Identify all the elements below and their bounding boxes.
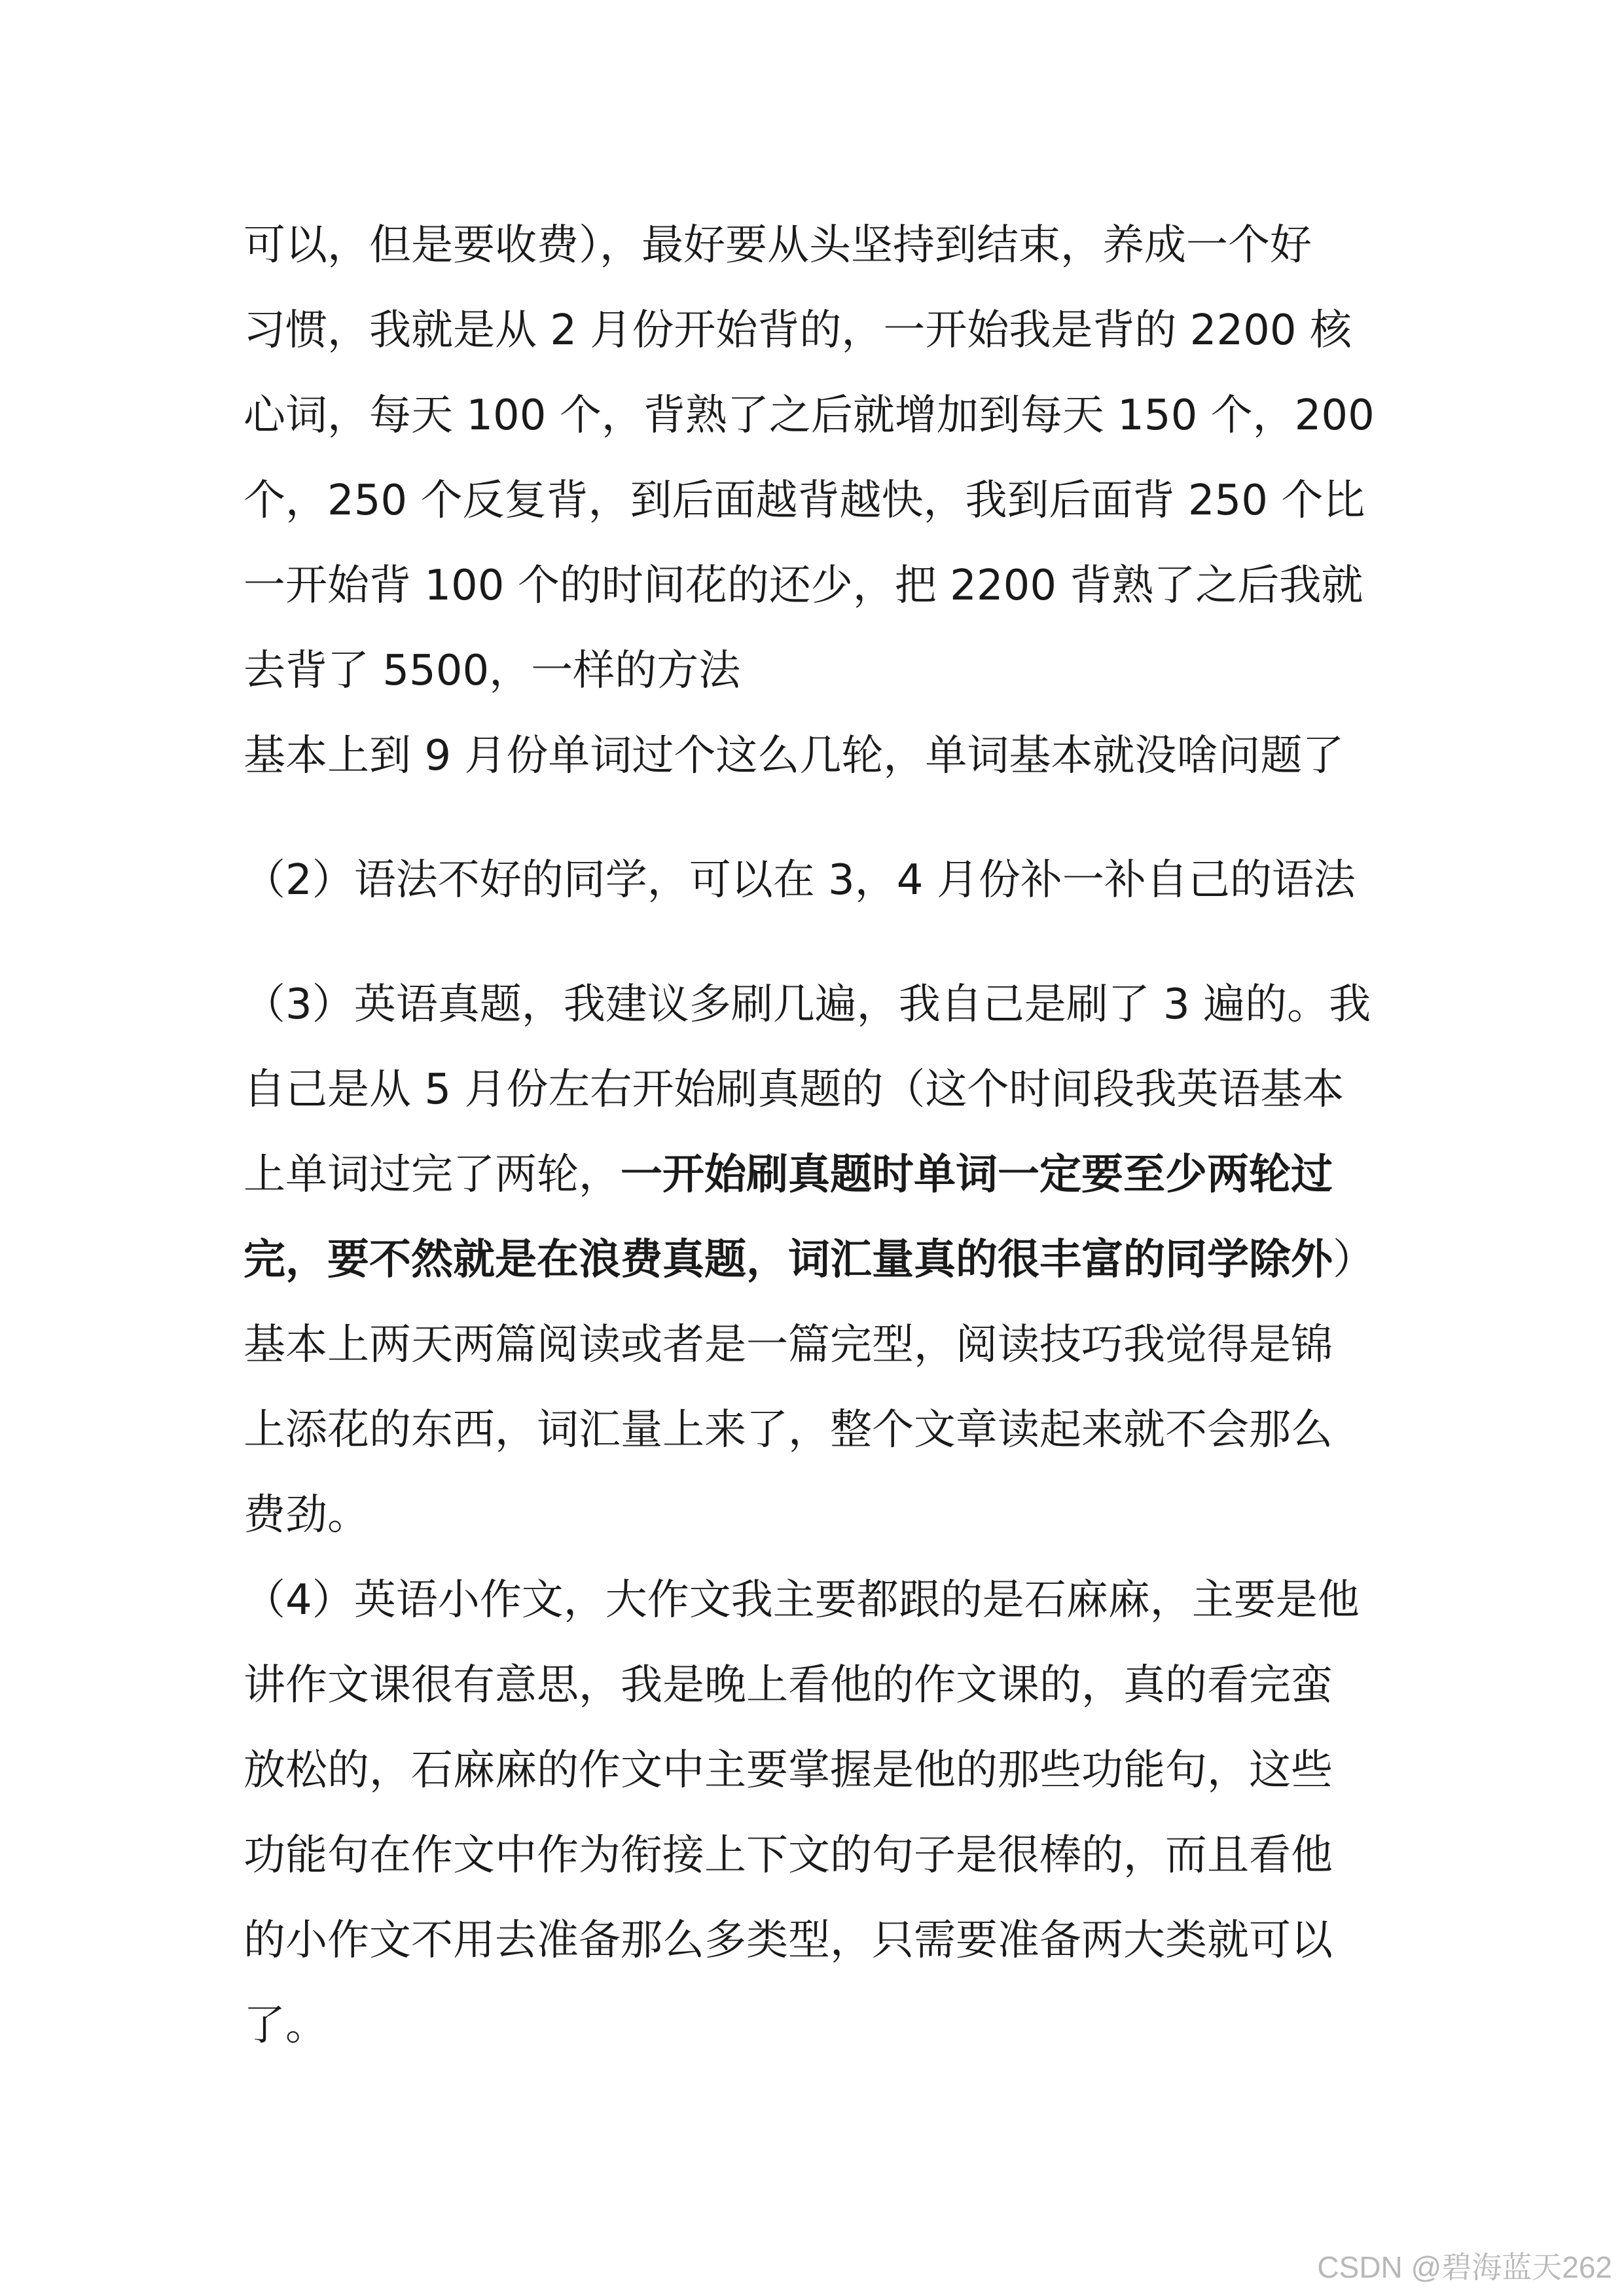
paragraph-gap: [244, 798, 1382, 838]
text-line: 习惯，我就是从 2 月份开始背的，一开始我是背的 2200 核: [244, 306, 1352, 355]
text-line: 讲作文课很有意思，我是晚上看他的作文课的，真的看完蛮: [244, 1661, 1333, 1710]
text-line: （3）英语真题，我建议多刷几遍，我自己是刷了 3 遍的。我: [244, 980, 1371, 1029]
text-line: 费劲。: [244, 1491, 369, 1539]
bold-emphasis-text: 一开始刷真题时单词一定要至少两轮过: [621, 1151, 1333, 1199]
text-line-mixed: [244, 1132, 1382, 1217]
paragraph-gap: [244, 923, 1382, 962]
text-line: 基本上到 9 月份单词过个这么几轮，单词基本就没啥问题了: [244, 732, 1344, 780]
text-line: 去背了 5500，一样的方法: [244, 647, 741, 695]
watermark: CSDN @碧海蓝天262: [1317, 2250, 1612, 2284]
text-line: 一开始背 100 个的时间花的还少，把 2200 背熟了之后我就: [244, 562, 1363, 610]
text-line: 放松的，石麻麻的作文中主要掌握是他的那些功能句，这些: [244, 1746, 1333, 1795]
text-line: 心词，每天 100 个，背熟了之后就增加到每天 150 个，200: [244, 391, 1375, 440]
text-line: （4）英语小作文，大作文我主要都跟的是石麻麻，主要是他: [244, 1576, 1360, 1624]
text-line: 功能句在作文中作为衔接上下文的句子是很棒的，而且看他: [244, 1831, 1333, 1880]
text-line: （2）语法不好的同学，可以在 3，4 月份补一补自己的语法: [244, 856, 1356, 905]
text-line: 了。: [244, 2001, 327, 2050]
text-line: 的小作文不用去准备那么多类型，只需要准备两大类就可以: [244, 1916, 1333, 1965]
text-line: 个，250 个反复背，到后面越背越快，我到后面背 250 个比: [244, 476, 1365, 525]
text-line: 基本上两天两篇阅读或者是一篇完型，阅读技巧我觉得是锦: [244, 1321, 1333, 1369]
text-segment: 上单词过完了两轮，: [244, 1151, 621, 1199]
document-body: [244, 203, 1382, 2068]
bold-emphasis-text: 完，要不然就是在浪费真题，词汇量真的很丰富的同学除外: [244, 1236, 1333, 1284]
text-segment: ）: [1333, 1236, 1375, 1284]
text-line: 自己是从 5 月份左右开始刷真题的（这个时间段我英语基本: [244, 1066, 1344, 1114]
text-line-mixed: [244, 1217, 1382, 1302]
text-line: 上添花的东西，词汇量上来了，整个文章读起来就不会那么: [244, 1406, 1333, 1454]
text-line: 可以，但是要收费），最好要从头坚持到结束，养成一个好: [244, 221, 1312, 270]
